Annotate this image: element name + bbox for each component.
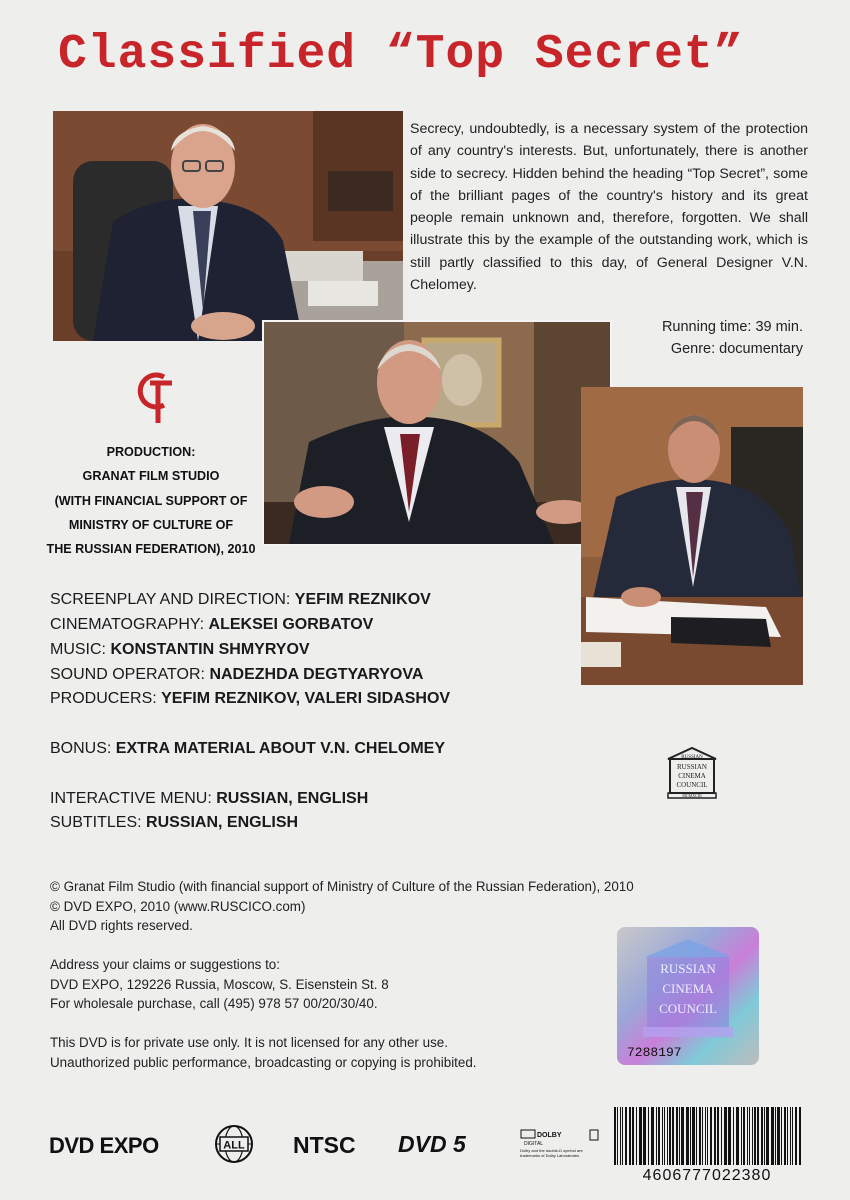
credit-label: BONUS: (50, 740, 116, 757)
address-line: For wholesale purchase, call (495) 978 57 00/20/30/40. (50, 996, 378, 1011)
barcode-bar (724, 1107, 727, 1165)
ntsc-label: NTSC (293, 1132, 356, 1158)
credit-music (50, 641, 310, 659)
credit-bonus (50, 740, 445, 758)
production-line: (WITH FINANCIAL SUPPORT OF (54, 493, 248, 508)
credit-value: EXTRA MATERIAL ABOUT V.N. CHELOMEY (115, 740, 445, 757)
barcode-number: 4606777022380 (642, 1167, 772, 1184)
barcode-bar (676, 1107, 678, 1165)
credit-label: CINEMATOGRAPHY: (50, 616, 209, 633)
barcode-bar (636, 1107, 637, 1165)
barcode-bar (790, 1107, 791, 1165)
barcode-bar (787, 1107, 788, 1165)
address-block (50, 955, 634, 1014)
credit-value: NADEZHDA DEGTYARYOVA (209, 666, 424, 683)
dolby-trademark-note: Dolby and the double-D symbol are trademarks of Dolby Laboratories (520, 1148, 583, 1158)
production-info (46, 440, 256, 561)
barcode-bar (714, 1107, 716, 1165)
credit-cinematography (50, 616, 373, 634)
barcode-bar (775, 1107, 776, 1165)
barcode-bar (777, 1107, 780, 1165)
credit-label: MUSIC: (50, 641, 111, 658)
barcode-bar (690, 1107, 691, 1165)
credit-value: YEFIM REZNIKOV, VALERI SIDASHOV (161, 690, 451, 707)
credit-value: ALEKSEI GORBATOV (208, 616, 374, 633)
intro-paragraph: Secrecy, undoubtedly, is a necessary system of the protection of any country's interests. But, unfortunately, there is another side to secrecy. Hidden behind the heading “Top Secret”, some of the brilliant pages of the country's history and its great people remain unknown and, therefore, forgotten. We shall illustrate this by the example of the outstanding work, which is still partly classified to this day, of General Designer V.N. Chelomey. (410, 121, 808, 294)
credit-label: SUBTITLES: (50, 814, 147, 831)
legal-text (50, 877, 634, 1092)
barcode-bar (741, 1107, 742, 1165)
barcode-bar (761, 1107, 763, 1165)
barcode-bar (639, 1107, 642, 1165)
svg-text:RUSSIAN: RUSSIAN (681, 755, 703, 760)
svg-text:DIGITAL: DIGITAL (524, 1141, 544, 1147)
svg-text:RUSSIAN: RUSSIAN (677, 763, 707, 771)
barcode-bar (672, 1107, 674, 1165)
running-time: Running time: 39 min. (661, 319, 803, 335)
barcode-bar (749, 1107, 750, 1165)
credit-value: RUSSIAN, ENGLISH (146, 814, 299, 831)
barcode-bar (799, 1107, 801, 1165)
barcode-bar (717, 1107, 719, 1165)
barcode-bar (625, 1107, 627, 1165)
barcode-bar (757, 1107, 759, 1165)
credit-producers (50, 690, 450, 708)
russian-cinema-council-logo (664, 745, 720, 801)
barcode-bar (747, 1107, 748, 1165)
barcode-bar (658, 1107, 660, 1165)
barcode-bar (721, 1107, 722, 1165)
credit-interactive-menu (50, 790, 368, 808)
barcode-bar (705, 1107, 706, 1165)
credit-label: SCREENPLAY AND DIRECTION: (50, 591, 295, 608)
svg-text:COUNCIL: COUNCIL (676, 781, 708, 789)
credit-value: KONSTANTIN SHMYRYOV (110, 641, 310, 658)
credit-sound (50, 666, 423, 684)
copyright-line: © DVD EXPO, 2010 (www.RUSCICO.com) (50, 898, 306, 914)
all-region-globe-icon (214, 1124, 254, 1164)
credit-label: INTERACTIVE MENU: (50, 790, 217, 807)
barcode-bar (795, 1107, 797, 1165)
barcode-bar (766, 1107, 769, 1165)
dvd-expo-logo: DVD EXPO (49, 1133, 159, 1158)
barcode-bar (754, 1107, 756, 1165)
barcode-bar (643, 1107, 646, 1165)
svg-text:COUNCIL: COUNCIL (659, 1001, 717, 1016)
photo-man-signing (581, 387, 803, 685)
barcode-bar (781, 1107, 782, 1165)
hologram-sticker (617, 927, 759, 1065)
svg-text:CINEMA: CINEMA (678, 772, 706, 780)
barcode-bar (632, 1107, 634, 1165)
svg-text:RUSSIAN: RUSSIAN (660, 961, 716, 976)
barcode-bar (629, 1107, 631, 1165)
genre: Genre: documentary (670, 341, 803, 357)
credit-label: PRODUCERS: (50, 690, 162, 707)
copyright-block (50, 877, 634, 936)
barcode-bar (736, 1107, 739, 1165)
photo-elderly-man-seated (262, 320, 612, 546)
copyright-line: © Granat Film Studio (with financial support of Ministry of Culture of the Russian Federation), 2010 (50, 879, 634, 894)
barcode-bar (662, 1107, 663, 1165)
svg-text:MCMXCIII: MCMXCIII (682, 793, 702, 798)
credit-subtitles (50, 814, 298, 832)
barcode-bar (792, 1107, 793, 1165)
barcode-bar (686, 1107, 689, 1165)
barcode-bar (664, 1107, 665, 1165)
credit-value: RUSSIAN, ENGLISH (216, 790, 369, 807)
credit-screenplay (50, 591, 431, 609)
svg-text:DOLBY: DOLBY (537, 1132, 562, 1139)
notice-block (50, 1033, 634, 1072)
barcode-bar (752, 1107, 753, 1165)
barcode-bar (679, 1107, 680, 1165)
barcode-bar (764, 1107, 765, 1165)
hologram-number: 7288197 (627, 1045, 682, 1060)
photo-man-at-desk (53, 111, 403, 341)
production-line: MINISTRY OF CULTURE OF (68, 517, 234, 532)
svg-text:CINEMA: CINEMA (662, 981, 714, 996)
barcode-bar (707, 1107, 708, 1165)
page-title: Classified “Top Secret” (58, 28, 744, 82)
barcode-bar (728, 1107, 731, 1165)
barcode-bar (699, 1107, 701, 1165)
barcode-bar (620, 1107, 621, 1165)
production-line: GRANAT FILM STUDIO (82, 469, 220, 484)
barcode-bar (702, 1107, 703, 1165)
svg-text:ALL: ALL (223, 1139, 245, 1152)
barcode-bar (784, 1107, 786, 1165)
address-line: Address your claims or suggestions to: (50, 957, 280, 972)
barcode-bar (696, 1107, 697, 1165)
production-line: PRODUCTION: (106, 445, 196, 459)
barcode-bar (614, 1107, 616, 1165)
barcode-bar (667, 1107, 668, 1165)
barcode-bar (771, 1107, 774, 1165)
barcode-bar (656, 1107, 657, 1165)
barcode-bar (681, 1107, 684, 1165)
credit-label: SOUND OPERATOR: (50, 666, 210, 683)
barcode-bar (648, 1107, 649, 1165)
production-line: THE RUSSIAN FEDERATION), 2010 (46, 542, 256, 557)
address-line: DVD EXPO, 129226 Russia, Moscow, S. Eisenstein St. 8 (50, 976, 389, 992)
barcode-bar (617, 1107, 618, 1165)
barcode-bar (692, 1107, 695, 1165)
copyright-line: All DVD rights reserved. (50, 918, 193, 933)
barcode-bar (669, 1107, 671, 1165)
dolby-digital-logo (520, 1128, 602, 1168)
notice-line: This DVD is for private use only. It is not licensed for any other use. (50, 1035, 448, 1050)
barcode-bar (743, 1107, 745, 1165)
barcode-bar (622, 1107, 623, 1165)
barcode-bar (733, 1107, 734, 1165)
notice-line: Unauthorized public performance, broadcasting or copying is prohibited. (50, 1054, 477, 1070)
credit-value: YEFIM REZNIKOV (294, 591, 431, 608)
dvd5-logo: DVD 5 (398, 1131, 466, 1157)
barcode (612, 1107, 802, 1171)
barcode-bar (651, 1107, 654, 1165)
granat-film-logo (134, 371, 174, 423)
barcode-bar (710, 1107, 712, 1165)
